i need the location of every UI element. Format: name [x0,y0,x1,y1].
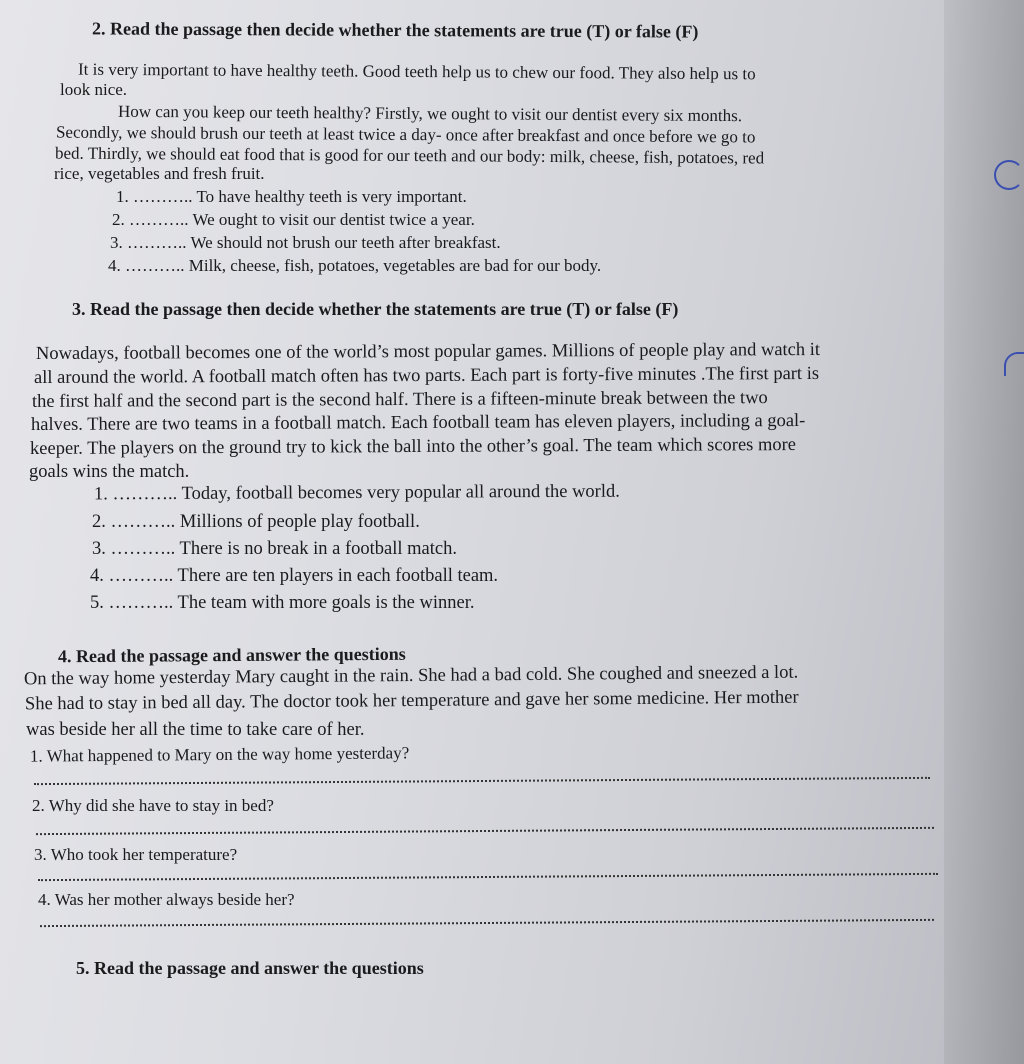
pen-mark-icon [994,160,1024,190]
question-2: 2. Why did she have to stay in bed? [32,796,274,815]
section-3-line: the first half and the second part is the second half. There is a fifteen-minute break between the two [31,388,768,412]
section-4-line: She had to stay in bed all day. The doctor took her temperature and gave her some medicine. Her mother [24,687,799,715]
answer-line-2[interactable] [36,827,934,835]
answer-line-1[interactable] [34,777,930,785]
section-2-statement: 3. ……….. We should not brush our teeth after breakfast. [110,233,501,252]
section-2-line: It is very important to have healthy teeth. Good teeth help us to chew our food. They also help us to [77,59,756,84]
section-2-heading: 2. Read the passage then decide whether the statements are true (T) or false (F) [91,18,699,42]
section-3-line: Nowadays, football becomes one of the world’s most popular games. Millions of people play and watch it [35,339,821,365]
section-2-line: How can you keep our teeth healthy? Firstly, we ought to visit our dentist every six months. [117,101,743,126]
section-5-heading: 5. Read the passage and answer the questions [76,958,424,978]
answer-line-4[interactable] [40,919,934,927]
question-3: 3. Who took her temperature? [34,845,238,864]
section-2-statement: 1. ……….. To have healthy teeth is very important. [116,187,467,206]
section-3-line: goals wins the match. [29,462,190,482]
section-4-heading: 4. Read the passage and answer the questions [57,643,406,667]
section-3-line: all around the world. A football match often has two parts. Each part is forty-five minutes .The first part is [33,363,820,389]
section-3-statement: 3. ……….. There is no break in a football match. [92,539,457,559]
section-3-line: keeper. The players on the ground try to kick the ball into the other’s goal. The team which scores more [29,434,797,460]
question-4: 4. Was her mother always beside her? [38,890,295,909]
section-3-statement: 1. ……….. Today, football becomes very popular all around the world. [93,481,620,505]
section-3-statement: 4. ……….. There are ten players in each football team. [90,566,499,586]
section-3-statement: 2. ……….. Millions of people play football. [92,512,420,532]
answer-line-3[interactable] [38,873,938,881]
section-3-statement: 5. ……….. The team with more goals is the winner. [90,593,475,613]
section-2-statement: 4. ……….. Milk, cheese, fish, potatoes, vegetables are bad for our body. [108,256,602,275]
section-3-heading: 3. Read the passage then decide whether the statements are true (T) or false (F) [72,299,679,319]
pen-stroke-icon [1004,352,1024,376]
section-2-statement: 2. ……….. We ought to visit our dentist twice a year. [112,210,475,229]
section-4-line: was beside her all the time to take care of her. [26,720,365,740]
section-2-line: bed. Thirdly, we should eat food that is good for our teeth and our body: milk, cheese, fish, potatoes, red [54,143,765,168]
section-3-line: halves. There are two teams in a football match. Each football team has eleven players, including a goal- [30,410,806,436]
section-2-line: rice, vegetables and fresh fruit. [54,164,265,183]
section-2-line: Secondly, we should brush our teeth at least twice a day- once after breakfast and once before we go to [55,122,756,147]
section-2-line: look nice. [60,80,128,99]
question-1: 1. What happened to Mary on the way home yesterday? [29,743,410,766]
section-4-line: On the way home yesterday Mary caught in the rain. She had a bad cold. She coughed and sneezed a lot. [23,662,799,690]
